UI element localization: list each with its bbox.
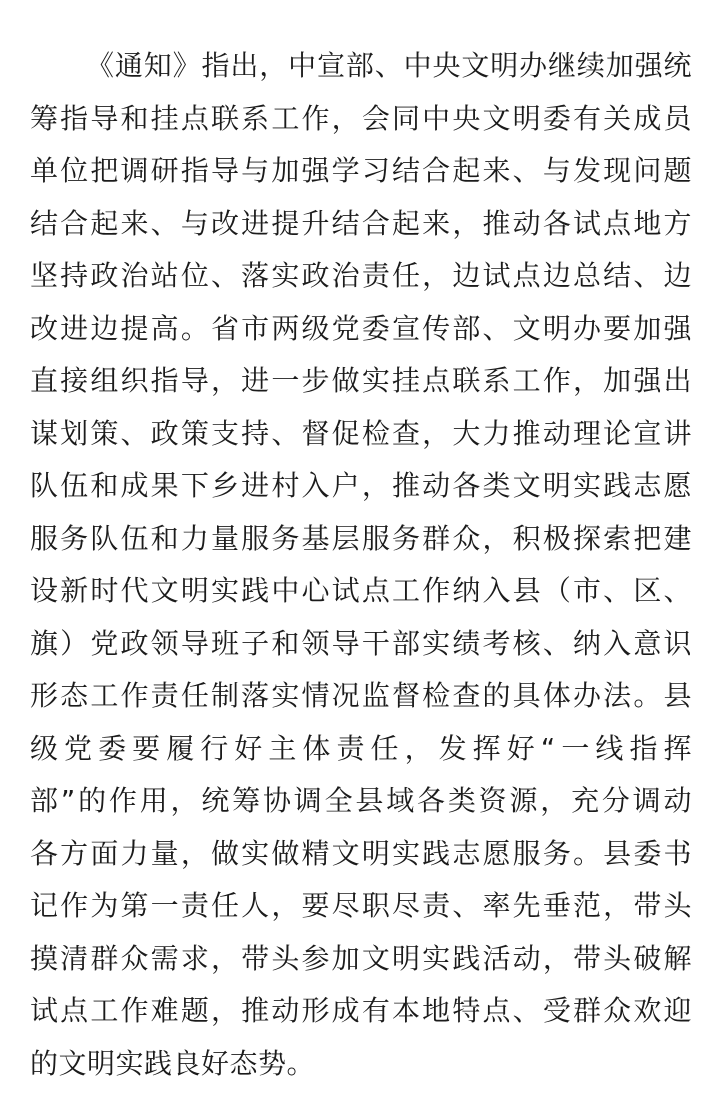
text-line: 谋划策、政策支持、督促检查，大力推动理论宣讲 bbox=[30, 416, 692, 450]
text-line: 设新时代文明实践中心试点工作纳入县（市、区、 bbox=[30, 574, 692, 607]
text-line: 筹指导和挂点联系工作，会同中央文明委有关成员 bbox=[30, 101, 692, 135]
text-line: 试点工作难题，推动形成有本地特点、受群众欢迎 bbox=[30, 994, 692, 1027]
text-line: 形态工作责任制落实情况监督检查的具体办法。县 bbox=[30, 679, 692, 712]
text-line: 改进边提高。省市两级党委宣传部、文明办要加强 bbox=[30, 311, 692, 345]
text-line: 记作为第一责任人，要尽职尽责、率先垂范，带头 bbox=[30, 889, 692, 922]
text-line: 级党委要履行好主体责任，发挥好“一线指挥 bbox=[30, 731, 692, 765]
text-line: 服务队伍和力量服务基层服务群众，积极探索把建 bbox=[30, 521, 692, 555]
text-line: 各方面力量，做实做精文明实践志愿服务。县委书 bbox=[30, 836, 692, 870]
text-line: 单位把调研指导与加强学习结合起来、与发现问题 bbox=[30, 154, 692, 187]
text-line: 队伍和成果下乡进村入户，推动各类文明实践志愿 bbox=[30, 469, 692, 502]
text-line: 旗）党政领导班子和领导干部实绩考核、纳入意识 bbox=[30, 626, 692, 660]
text-line: 《通知》指出，中宣部、中央文明办继续加强统 bbox=[86, 49, 692, 82]
article-body bbox=[30, 40, 692, 1090]
text-line: 结合起来、与改进提升结合起来，推动各试点地方 bbox=[30, 206, 692, 240]
text-line: 的文明实践良好态势。 bbox=[30, 1046, 316, 1080]
text-line: 坚持政治站位、落实政治责任，边试点边总结、边 bbox=[30, 259, 692, 292]
text-line: 部”的作用，统筹协调全县域各类资源，充分调动 bbox=[30, 784, 692, 817]
text-line: 摸清群众需求，带头参加文明实践活动，带头破解 bbox=[30, 941, 692, 975]
text-line: 直接组织指导，进一步做实挂点联系工作，加强出 bbox=[30, 364, 692, 397]
